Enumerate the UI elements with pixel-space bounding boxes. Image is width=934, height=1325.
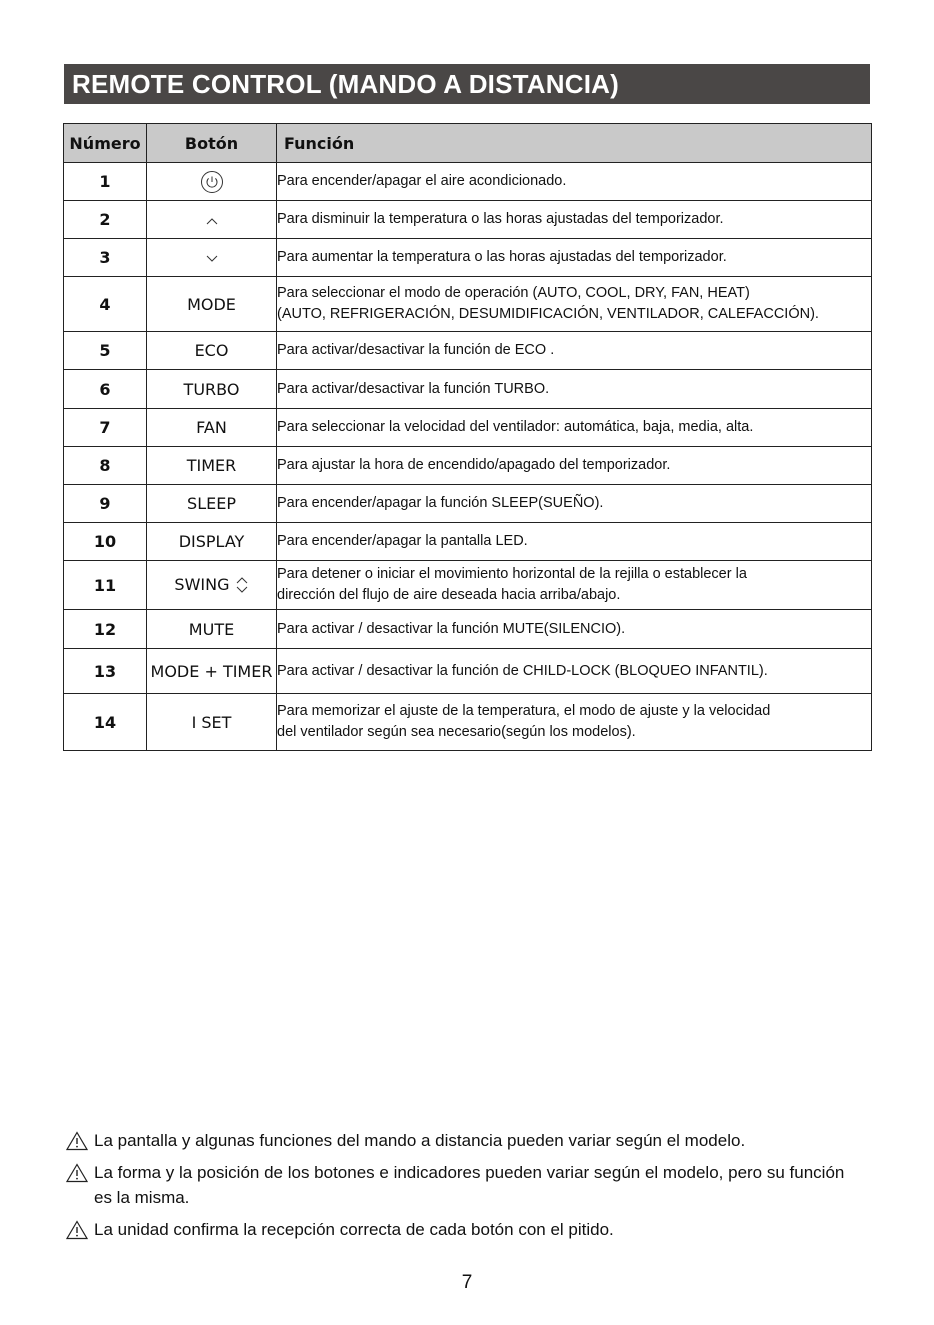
row-number: 14 [64,694,147,751]
row-number: 5 [64,332,147,370]
row-number: 3 [64,239,147,277]
row-number: 4 [64,277,147,332]
button-label: MODE [147,277,277,332]
function-text: Para detener o iniciar el movimiento horizontal de la rejilla o establecer la [277,566,747,582]
function-text: del ventilador según sea necesario(según los modelos). [277,724,636,740]
button-label: I SET [147,694,277,751]
function-text: Para seleccionar la velocidad del ventilador: automática, baja, media, alta. [277,419,754,435]
table-row [64,163,872,201]
function-cell [277,409,872,447]
header-funcion: Función [277,124,872,163]
button-label: SWING [174,574,230,594]
row-number: 7 [64,409,147,447]
function-cell [277,523,872,561]
function-cell [277,163,872,201]
function-cell [277,277,872,332]
function-text: dirección del flujo de aire deseada hacia arriba/abajo. [277,587,621,603]
button-label: ECO [147,332,277,370]
notes-section [66,1128,866,1249]
note-text: La unidad confirma la recepción correcta de cada botón con el pitido. [94,1220,614,1239]
button-label: MUTE [147,610,277,649]
button-label: DISPLAY [147,523,277,561]
table-row [64,694,872,751]
row-number: 11 [64,561,147,610]
function-text: (AUTO, REFRIGERACIÓN, DESUMIDIFICACIÓN, VENTILADOR, CALEFACCIÓN). [277,306,819,322]
table-row [64,370,872,409]
table-row [64,610,872,649]
function-cell [277,332,872,370]
row-number: 1 [64,163,147,201]
function-text: Para activar/desactivar la función TURBO. [277,380,550,397]
function-text: Para encender/apagar el aire acondicionado. [277,173,567,189]
button-cell [147,561,277,610]
function-text: Para memorizar el ajuste de la temperatura, el modo de ajuste y la velocidad [277,703,771,719]
button-cell [147,201,277,239]
note-text: La pantalla y algunas funciones del mando a distancia pueden variar según el modelo. [94,1131,746,1150]
table-row [64,201,872,239]
note-item [66,1217,866,1242]
table-row [64,447,872,485]
button-cell [147,163,277,201]
table-row [64,239,872,277]
function-cell [277,201,872,239]
warning-triangle-icon [66,1163,88,1183]
function-cell [277,239,872,277]
swing-updown-icon [235,575,249,595]
button-label: TURBO [147,370,277,409]
page-title: REMOTE CONTROL (MANDO A DISTANCIA) [64,64,870,104]
table-row [64,485,872,523]
table-row [64,332,872,370]
note-item [66,1128,866,1153]
table-row [64,649,872,694]
table-row [64,409,872,447]
note-item [66,1160,866,1210]
function-text: Para aumentar la temperatura o las horas ajustadas del temporizador. [277,249,727,265]
table-row [64,561,872,610]
function-text: Para activar / desactivar la función de CHILD-LOCK (BLOQUEO INFANTIL). [277,662,768,679]
row-number: 10 [64,523,147,561]
warning-triangle-icon [66,1131,88,1151]
function-text: Para ajustar la hora de encendido/apagado del temporizador. [277,457,671,473]
button-function-table [63,123,872,751]
row-number: 12 [64,610,147,649]
function-text: Para activar / desactivar la función MUTE(SILENCIO). [277,620,626,637]
table-row [64,277,872,332]
chevron-up-icon [205,216,219,226]
row-number: 9 [64,485,147,523]
row-number: 13 [64,649,147,694]
row-number: 2 [64,201,147,239]
row-number: 8 [64,447,147,485]
button-cell [147,239,277,277]
header-numero: Número [64,124,147,163]
function-text: Para encender/apagar la pantalla LED. [277,533,528,549]
page-number: 7 [461,1272,473,1293]
button-label: TIMER [147,447,277,485]
function-text: Para seleccionar el modo de operación (AUTO, COOL, DRY, FAN, HEAT) [277,285,750,301]
function-cell [277,610,872,649]
function-cell [277,694,872,751]
warning-triangle-icon [66,1220,88,1240]
function-cell [277,485,872,523]
function-text: Para disminuir la temperatura o las horas ajustadas del temporizador. [277,211,724,227]
function-cell [277,370,872,409]
button-label: MODE + TIMER [147,649,277,694]
function-text: Para encender/apagar la función SLEEP(SUEÑO). [277,495,604,511]
button-label: SLEEP [147,485,277,523]
button-label: FAN [147,409,277,447]
chevron-down-icon [205,254,219,264]
function-cell [277,649,872,694]
table-row [64,523,872,561]
function-cell [277,447,872,485]
note-text: La forma y la posición de los botones e indicadores pueden variar según el modelo, pero su función es la misma. [94,1163,845,1207]
header-boton: Botón [147,124,277,163]
function-text: Para activar/desactivar la función de ECO . [277,342,555,358]
row-number: 6 [64,370,147,409]
power-icon [200,170,224,194]
function-cell [277,561,872,610]
table-header-row [64,124,872,163]
